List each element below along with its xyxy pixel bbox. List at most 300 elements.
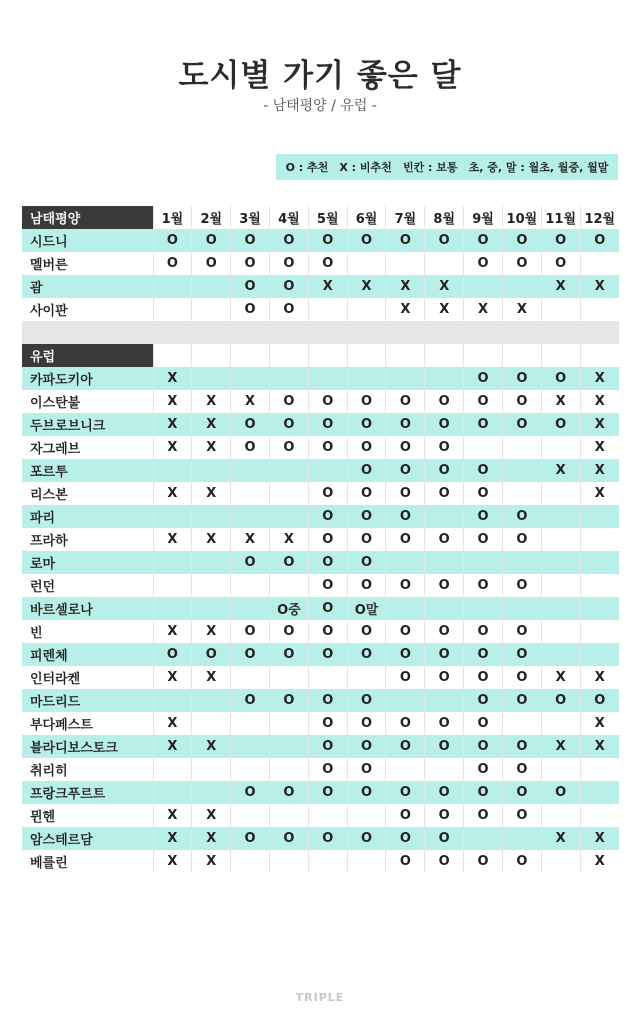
legend-not-recommend: X : 비추천 (339, 161, 392, 174)
city-row (22, 413, 619, 436)
month-mark (425, 597, 464, 620)
month-mark: O (425, 390, 464, 413)
month-mark (580, 643, 619, 666)
month-mark: X (153, 712, 192, 735)
city-row (22, 367, 619, 390)
month-mark: X (541, 735, 580, 758)
month-mark (502, 436, 541, 459)
month-mark: X (580, 413, 619, 436)
month-mark: O (308, 735, 347, 758)
month-mark (386, 551, 425, 574)
city-name: 피렌체 (22, 643, 153, 666)
city-row (22, 229, 619, 252)
month-mark (153, 551, 192, 574)
month-mark: O (347, 459, 386, 482)
month-mark: O (308, 229, 347, 252)
month-mark: O (464, 505, 503, 528)
month-mark: O (347, 735, 386, 758)
month-mark: O (269, 390, 308, 413)
month-mark: O (541, 689, 580, 712)
month-mark: X (153, 827, 192, 850)
month-mark: X (580, 712, 619, 735)
month-mark (192, 367, 231, 390)
month-mark: O (386, 712, 425, 735)
month-mark: O (308, 528, 347, 551)
city-row (22, 436, 619, 459)
city-name: 인터라켄 (30, 672, 81, 687)
section-header-row (22, 206, 619, 229)
month-mark: O (502, 735, 541, 758)
legend-box (276, 154, 618, 180)
month-mark (502, 712, 541, 735)
month-mark (541, 298, 580, 321)
city-name: 프랑크푸르트 (22, 781, 153, 804)
month-mark: O (347, 827, 386, 850)
month-mark: X (386, 298, 425, 321)
month-mark: O (231, 551, 270, 574)
month-mark: O (386, 666, 425, 689)
month-mark: X (192, 620, 231, 643)
header-blank-cell (541, 344, 580, 367)
month-mark: O (464, 413, 503, 436)
month-mark (502, 551, 541, 574)
month-mark: X (347, 275, 386, 298)
month-mark (192, 459, 231, 482)
month-mark: O (386, 482, 425, 505)
city-row (22, 459, 619, 482)
city-row (22, 275, 619, 298)
month-mark: O (308, 643, 347, 666)
month-mark (580, 804, 619, 827)
month-mark: O (464, 528, 503, 551)
month-mark: X (425, 298, 464, 321)
month-mark (231, 666, 270, 689)
city-row (22, 758, 619, 781)
header-blank-cell (269, 344, 308, 367)
month-mark: X (580, 459, 619, 482)
month-mark: O (269, 689, 308, 712)
month-mark: O (464, 482, 503, 505)
month-mark: O (231, 643, 270, 666)
month-mark (580, 597, 619, 620)
month-mark: O (347, 781, 386, 804)
header-blank-cell (464, 344, 503, 367)
month-mark (347, 298, 386, 321)
month-mark (464, 597, 503, 620)
month-mark: X (580, 275, 619, 298)
month-mark (308, 666, 347, 689)
city-name: 멜버른 (30, 258, 68, 273)
month-mark: O (464, 850, 503, 873)
month-mark: O (541, 781, 580, 804)
month-mark: X (541, 666, 580, 689)
month-mark (231, 574, 270, 597)
month-mark (308, 298, 347, 321)
city-name: 블라디보스토크 (22, 735, 153, 758)
month-mark (308, 804, 347, 827)
month-mark: O (425, 712, 464, 735)
month-mark (192, 689, 231, 712)
city-name: 포르투 (22, 459, 153, 482)
month-mark: X (580, 666, 619, 689)
month-mark: O (464, 252, 503, 275)
month-mark: X (425, 275, 464, 298)
month-mark (153, 689, 192, 712)
month-mark (269, 367, 308, 390)
month-mark: O (502, 574, 541, 597)
month-mark: O (580, 689, 619, 712)
month-mark (347, 666, 386, 689)
month-mark: O (231, 436, 270, 459)
month-mark: O (386, 413, 425, 436)
month-mark: O (425, 735, 464, 758)
month-mark: X (153, 413, 192, 436)
month-mark: O (308, 436, 347, 459)
month-mark: O (464, 620, 503, 643)
month-mark: O (502, 252, 541, 275)
city-name: 파리 (22, 505, 153, 528)
month-mark (269, 758, 308, 781)
month-mark (541, 643, 580, 666)
month-mark: O중 (269, 597, 308, 620)
month-mark (541, 436, 580, 459)
month-mark: O (464, 758, 503, 781)
month-mark (269, 574, 308, 597)
city-name: 두브로브니크 (22, 413, 153, 436)
month-mark: O (347, 413, 386, 436)
month-mark: O (580, 229, 619, 252)
month-mark (192, 551, 231, 574)
month-mark: O (153, 252, 192, 275)
month-mark: O (386, 505, 425, 528)
legend-normal: 빈칸 : 보통 (402, 161, 458, 174)
city-name: 리스본 (30, 488, 68, 503)
month-mark (464, 551, 503, 574)
month-mark: O (541, 252, 580, 275)
month-mark: O (231, 229, 270, 252)
month-mark: O (386, 620, 425, 643)
city-row (22, 620, 619, 643)
month-mark (347, 804, 386, 827)
month-mark (541, 482, 580, 505)
month-mark: O (308, 689, 347, 712)
month-mark (308, 459, 347, 482)
month-mark (464, 436, 503, 459)
month-mark: X (580, 482, 619, 505)
month-mark (153, 781, 192, 804)
month-mark (192, 505, 231, 528)
month-mark (231, 505, 270, 528)
month-mark: O (502, 413, 541, 436)
month-mark (541, 804, 580, 827)
month-mark: X (192, 390, 231, 413)
section-gap (22, 321, 619, 344)
month-mark: O (464, 390, 503, 413)
month-mark: O (269, 781, 308, 804)
city-row (22, 666, 619, 689)
month-mark: O (464, 712, 503, 735)
month-mark: O (347, 758, 386, 781)
month-mark (269, 850, 308, 873)
month-mark: O (502, 367, 541, 390)
month-mark (541, 505, 580, 528)
month-mark: O (464, 689, 503, 712)
month-mark (153, 597, 192, 620)
month-mark (425, 758, 464, 781)
month-mark (269, 505, 308, 528)
month-mark: O (347, 712, 386, 735)
month-mark (192, 712, 231, 735)
page-subtitle: - 남태평양 / 유럽 - (263, 98, 377, 114)
month-mark: X (541, 827, 580, 850)
month-mark (541, 597, 580, 620)
month-mark: X (153, 804, 192, 827)
city-row (22, 551, 619, 574)
month-mark: X (192, 666, 231, 689)
month-mark: O (347, 505, 386, 528)
month-mark (580, 758, 619, 781)
month-mark (464, 827, 503, 850)
month-mark: X (541, 459, 580, 482)
section-label: 남태평양 (22, 206, 153, 229)
month-mark: X (192, 850, 231, 873)
month-mark: O (464, 367, 503, 390)
city-name: 이스탄불 (30, 396, 81, 411)
month-mark: O (231, 689, 270, 712)
month-mark: O (425, 804, 464, 827)
month-mark: X (580, 735, 619, 758)
city-row (22, 781, 619, 804)
city-name: 바르셀로나 (22, 597, 153, 620)
header-blank-cell (231, 344, 270, 367)
city-name: 시드니 (22, 229, 153, 252)
month-mark (231, 804, 270, 827)
month-mark (541, 758, 580, 781)
month-mark: X (580, 436, 619, 459)
header-blank-cell (308, 344, 347, 367)
month-mark: O (153, 229, 192, 252)
month-mark: O (425, 436, 464, 459)
city-name: 프라하 (30, 534, 68, 549)
month-mark: X (231, 390, 270, 413)
month-mark: O (464, 459, 503, 482)
month-mark (580, 551, 619, 574)
month-mark: O (308, 781, 347, 804)
city-row (22, 689, 619, 712)
month-mark: O (308, 413, 347, 436)
month-mark: O (502, 850, 541, 873)
month-mark (192, 574, 231, 597)
month-mark: O (386, 574, 425, 597)
month-mark: O (231, 827, 270, 850)
month-mark (192, 758, 231, 781)
month-mark: O (347, 229, 386, 252)
month-mark: X (192, 528, 231, 551)
month-mark: O (502, 390, 541, 413)
month-mark (192, 298, 231, 321)
month-mark: O (464, 643, 503, 666)
month-mark: O (386, 528, 425, 551)
month-mark: O (502, 505, 541, 528)
city-row (22, 482, 619, 505)
month-header: 12월 (580, 206, 619, 229)
month-mark (386, 252, 425, 275)
city-name: 자그레브 (30, 442, 81, 457)
month-mark: X (308, 275, 347, 298)
month-mark: O (308, 712, 347, 735)
month-mark (425, 505, 464, 528)
month-header: 5월 (308, 206, 347, 229)
month-mark: O (347, 574, 386, 597)
month-mark: O (386, 735, 425, 758)
month-mark: O (347, 436, 386, 459)
month-mark: O (541, 229, 580, 252)
month-mark: O (308, 574, 347, 597)
month-mark: X (541, 275, 580, 298)
month-mark: O (386, 804, 425, 827)
month-mark: O (464, 735, 503, 758)
city-name: 로마 (22, 551, 153, 574)
month-mark (502, 482, 541, 505)
month-mark: O (153, 643, 192, 666)
month-mark: O (269, 229, 308, 252)
header-blank-cell (153, 344, 192, 367)
month-mark: O (269, 413, 308, 436)
city-name: 런던 (30, 580, 56, 595)
month-mark: O (386, 436, 425, 459)
month-mark (153, 298, 192, 321)
city-name: 암스테르담 (22, 827, 153, 850)
city-row (22, 252, 619, 275)
month-mark (502, 275, 541, 298)
month-mark (231, 459, 270, 482)
month-mark: O (347, 643, 386, 666)
month-mark (541, 574, 580, 597)
month-mark: X (502, 298, 541, 321)
month-mark (153, 459, 192, 482)
month-mark (386, 758, 425, 781)
month-mark: O (386, 229, 425, 252)
city-name: 괌 (22, 275, 153, 298)
header-blank-cell (386, 344, 425, 367)
month-mark: O (231, 275, 270, 298)
month-mark (502, 827, 541, 850)
month-mark: X (153, 850, 192, 873)
city-row (22, 528, 619, 551)
month-mark: O (269, 298, 308, 321)
month-mark: X (541, 390, 580, 413)
month-mark: O (502, 643, 541, 666)
month-mark: X (153, 390, 192, 413)
month-mark: X (153, 666, 192, 689)
month-mark: O (464, 781, 503, 804)
month-mark (502, 597, 541, 620)
month-mark: X (153, 735, 192, 758)
month-mark: O (386, 850, 425, 873)
month-mark: O (269, 827, 308, 850)
month-mark: O말 (347, 597, 386, 620)
month-mark: O (386, 390, 425, 413)
city-row (22, 574, 619, 597)
month-mark: O (541, 413, 580, 436)
city-row (22, 712, 619, 735)
header-blank-cell (347, 344, 386, 367)
month-mark: O (269, 620, 308, 643)
month-mark: O (425, 781, 464, 804)
month-mark (231, 597, 270, 620)
month-mark (153, 505, 192, 528)
month-mark: O (231, 781, 270, 804)
month-mark: X (192, 482, 231, 505)
month-mark: O (269, 436, 308, 459)
section-header-row (22, 344, 619, 367)
month-mark: O (541, 367, 580, 390)
month-mark: O (269, 275, 308, 298)
month-header: 3월 (231, 206, 270, 229)
month-mark: O (269, 643, 308, 666)
month-mark: O (464, 804, 503, 827)
month-mark: O (425, 413, 464, 436)
month-mark (153, 275, 192, 298)
month-mark (386, 597, 425, 620)
month-mark: O (502, 666, 541, 689)
month-mark (153, 758, 192, 781)
month-mark: O (308, 482, 347, 505)
month-mark (541, 551, 580, 574)
month-mark (541, 850, 580, 873)
month-mark (153, 574, 192, 597)
month-mark: X (192, 827, 231, 850)
page-title: 도시별 가기 좋은 달 (178, 58, 462, 94)
month-mark: O (231, 298, 270, 321)
month-mark (425, 367, 464, 390)
month-table (22, 206, 619, 873)
month-mark (580, 252, 619, 275)
month-mark: O (386, 781, 425, 804)
month-mark: X (192, 436, 231, 459)
header-blank-cell (502, 344, 541, 367)
month-mark (231, 367, 270, 390)
city-row (22, 643, 619, 666)
month-mark (192, 781, 231, 804)
month-mark: O (231, 252, 270, 275)
month-mark: X (153, 436, 192, 459)
month-mark: O (347, 390, 386, 413)
month-mark: O (425, 528, 464, 551)
month-mark (502, 459, 541, 482)
month-mark: X (580, 827, 619, 850)
month-mark: O (192, 643, 231, 666)
month-mark: O (464, 229, 503, 252)
month-mark: X (231, 528, 270, 551)
month-mark: O (464, 574, 503, 597)
month-mark: O (425, 459, 464, 482)
month-mark: O (386, 643, 425, 666)
month-mark: O (425, 229, 464, 252)
month-mark (425, 689, 464, 712)
month-mark (231, 482, 270, 505)
city-row (22, 827, 619, 850)
month-mark: O (347, 551, 386, 574)
month-mark (308, 367, 347, 390)
gap-cell (22, 321, 619, 344)
city-name: 베를린 (30, 856, 68, 871)
month-mark (580, 781, 619, 804)
month-mark: O (502, 689, 541, 712)
city-name: 취리히 (30, 764, 68, 779)
month-mark (347, 252, 386, 275)
month-mark: O (347, 482, 386, 505)
